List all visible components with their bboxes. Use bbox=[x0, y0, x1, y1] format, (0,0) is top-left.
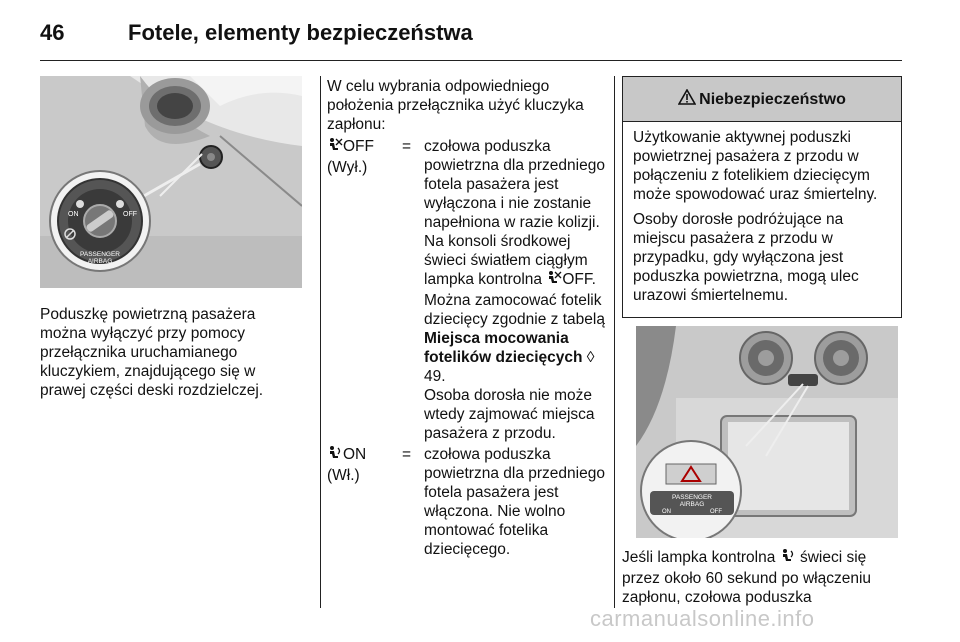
warning-triangle-icon bbox=[678, 89, 696, 110]
airbag-switch-figure bbox=[40, 76, 302, 288]
warning-header bbox=[623, 77, 901, 122]
off-desc-part-a: czołowa poduszka powietrzna dla przedniego fotela pasażera jest wyłączona i nie zostanie napełniona w razie kolizji. Na konsoli środkowej świeci światłem ciągłym lampka kontrolna bbox=[424, 138, 605, 288]
page-reference[interactable]: ◊ 49. bbox=[424, 349, 595, 385]
warning-paragraph-1: Użytkowanie aktywnej poduszki powietrznej pasażera z przodu w połączeniu z fotelikiem dziecięcym może spowodować uraz śmiertelny. bbox=[633, 129, 878, 203]
knob-off-label: OFF bbox=[123, 211, 137, 218]
indicator-text-b: świeci się przez około 60 sekund po włączeniu zapłonu, czołowa poduszka bbox=[622, 549, 872, 606]
dashboard-illustration bbox=[636, 326, 898, 538]
page-title: Fotele, elementy bezpieczeństwa bbox=[128, 20, 473, 45]
panel-on-label: ON bbox=[662, 509, 671, 515]
knob-on-label: ON bbox=[68, 211, 79, 218]
header-divider bbox=[40, 60, 902, 61]
knob-label-passenger: PASSENGER bbox=[80, 251, 120, 258]
switch-location-text: Poduszkę powietrzną pasażera można wyłączyć przy pomocy przełącznika uruchamianego kluczykiem, znajdującego się w prawej części deski rozdzielczej. bbox=[40, 306, 264, 399]
indicator-text bbox=[622, 548, 907, 607]
dashboard-indicator-figure bbox=[636, 326, 898, 538]
airbag-on-icon bbox=[327, 445, 343, 466]
equals-sign: = bbox=[402, 446, 412, 463]
airbag-switch-illustration bbox=[40, 76, 302, 288]
page-number: 46 bbox=[40, 20, 65, 45]
equals-sign: = bbox=[402, 138, 412, 155]
column-divider-left bbox=[320, 76, 321, 608]
off-desc-part-c: Osoba dorosła nie może wtedy zajmować miejsca pasażera z przodu. bbox=[424, 387, 595, 442]
on-term-label: ON bbox=[343, 446, 367, 463]
column-divider-right bbox=[614, 76, 615, 608]
child-seat-table-link[interactable]: Miejsca mocowania fotelików dziecięcych bbox=[424, 330, 583, 366]
on-position-description: czołowa poduszka powietrzna dla przedniego fotela pasażera jest włączona. Nie wolno montować fotelika dziecięcego. bbox=[424, 446, 605, 558]
knob-label-airbag: AIRBAG bbox=[87, 258, 113, 265]
indicator-text-a: Jeśli lampka kontrolna bbox=[622, 549, 780, 566]
key-instruction-text: W celu wybrania odpowiedniego położenia przełącznika użyć kluczyka zapłonu: bbox=[327, 78, 584, 133]
warning-body bbox=[623, 122, 901, 305]
warning-paragraph-2: Osoby dorosłe podróżujące na miejscu pasażera z przodu w przypadku, gdy wyłączona jest poduszka powietrzna, mogą ulec urazowi śmiertelnemu. bbox=[633, 211, 859, 304]
on-term-translation: (Wł.) bbox=[327, 467, 360, 484]
off-desc-part-b: OFF. Można zamocować fotelik dziecięcy zgodnie z tabelą bbox=[424, 271, 605, 328]
off-term-label: OFF bbox=[343, 138, 374, 155]
table-row bbox=[327, 445, 607, 559]
off-position-description bbox=[424, 137, 607, 443]
off-position-term bbox=[327, 137, 402, 443]
panel-label-airbag: AIRBAG bbox=[679, 501, 705, 508]
airbag-on-icon bbox=[780, 548, 796, 569]
panel-label-passenger: PASSENGER bbox=[672, 494, 712, 501]
switch-position-table bbox=[327, 137, 607, 559]
airbag-off-icon bbox=[327, 137, 343, 158]
page-header bbox=[40, 14, 902, 50]
on-position-term bbox=[327, 445, 402, 559]
watermark: carmanualsonline.info bbox=[590, 606, 815, 631]
airbag-off-icon bbox=[546, 270, 562, 291]
table-row bbox=[327, 137, 607, 443]
warning-title: Niebezpieczeństwo bbox=[699, 90, 846, 108]
danger-warning-box bbox=[622, 76, 902, 318]
off-term-translation: (Wył.) bbox=[327, 159, 368, 176]
panel-off-label: OFF bbox=[710, 509, 722, 515]
